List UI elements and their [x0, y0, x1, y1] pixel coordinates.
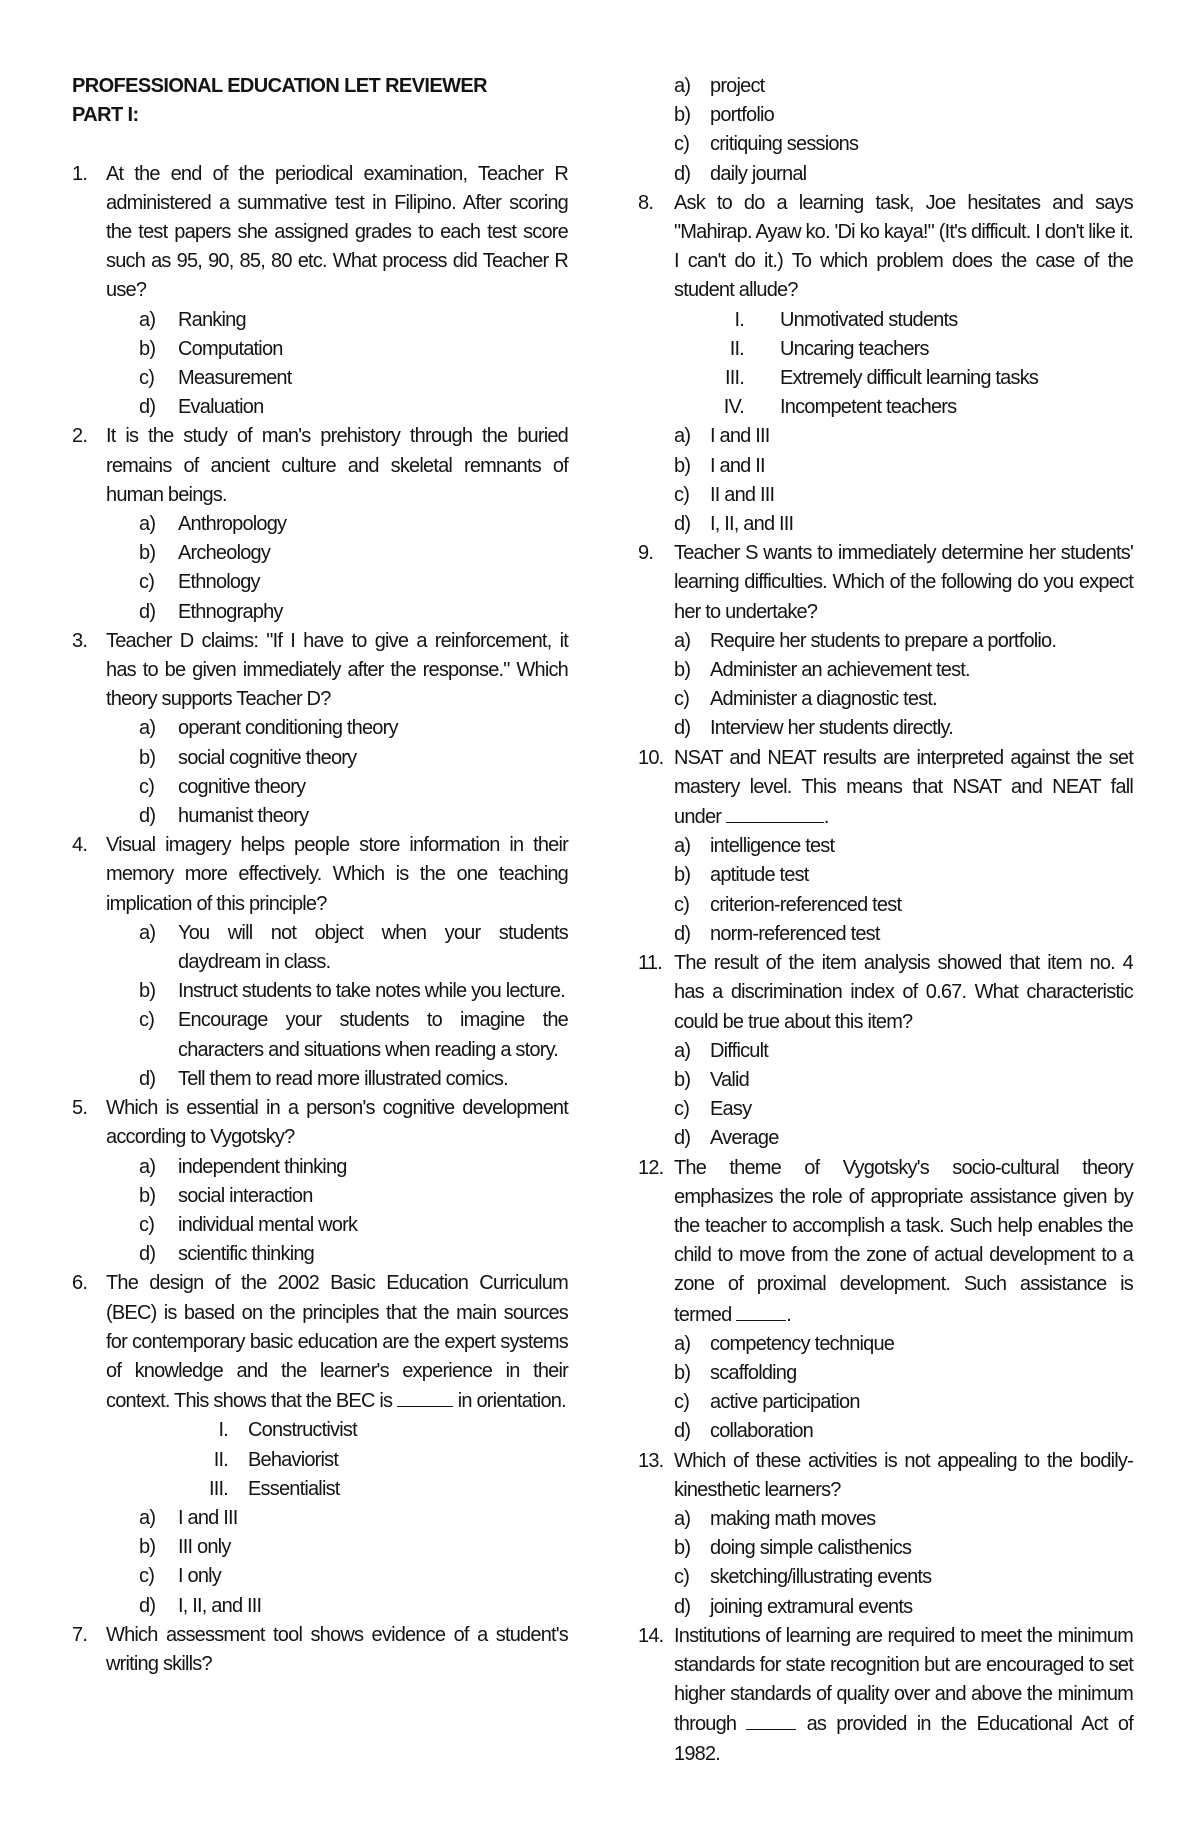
question-text: Teacher S wants to immediately determine her students' learning difficulties. Which of the following do you expect her to undertake?	[674, 542, 1133, 623]
question-number: 7.	[72, 1623, 88, 1646]
question-text: NSAT and NEAT results are interpreted against the set mastery level. This means that NSAT and NEAT fall under	[674, 746, 1133, 829]
option	[638, 861, 1133, 890]
question-text: Which is essential in a person's cognitive development according to Vygotsky?	[106, 1097, 568, 1149]
question-5	[72, 1094, 568, 1152]
option	[638, 832, 1133, 861]
option	[72, 1006, 568, 1064]
option	[72, 744, 568, 773]
option-text: Encourage your students to imagine the characters and situations when reading a story.	[178, 1009, 568, 1061]
option-text: Interview her students directly.	[710, 717, 954, 740]
option-text: doing simple calisthenics	[710, 1537, 912, 1560]
option-text: competency technique	[710, 1332, 895, 1355]
question-10	[638, 744, 1133, 833]
option	[72, 802, 568, 831]
option-label: b)	[674, 1537, 691, 1560]
option-text: collaboration	[710, 1420, 814, 1443]
option-text: Anthropology	[178, 513, 287, 536]
document-title: PROFESSIONAL EDUCATION LET REVIEWER	[72, 75, 487, 97]
option-label: b)	[139, 1536, 156, 1559]
option-label: d)	[139, 1594, 156, 1617]
option	[638, 1095, 1133, 1124]
option	[72, 1065, 568, 1094]
right-column	[638, 72, 1133, 1769]
question-text: Teacher D claims: "If I have to give a reinforcement, it has to be given immediately after the response." Which theory supports Teacher D?	[106, 629, 568, 711]
question-text: Which of these activities is not appealing to the bodily-kinesthetic learners?	[674, 1449, 1133, 1501]
option-label: c)	[674, 1391, 690, 1414]
roman-item	[638, 393, 1133, 422]
option-label: c)	[674, 893, 690, 916]
question-text-continued: .	[786, 1303, 791, 1326]
option	[72, 568, 568, 597]
question-text: Ask to do a learning task, Joe hesitates and says "Mahirap. Ayaw ko. 'Di ko kaya!" (It's difficult. I don't like it. I can't do it.) To which problem does the case of the student allude?	[674, 191, 1133, 302]
question-1	[72, 160, 568, 306]
option-text: You will not object when your students daydream in class.	[178, 921, 568, 974]
option-label: d)	[674, 162, 691, 185]
option-label: b)	[139, 1184, 156, 1207]
option	[72, 714, 568, 743]
option	[638, 656, 1133, 685]
question-number: 2.	[72, 425, 88, 448]
option-text: scientific thinking	[178, 1243, 314, 1266]
option	[72, 1240, 568, 1269]
option-label: b)	[674, 659, 691, 682]
option-label: a)	[139, 308, 156, 331]
question-text: Institutions of learning are required to meet the minimum standards for state recognition but are encouraged to set higher standards of quality over and above the minimum through	[674, 1624, 1133, 1736]
option-label: d)	[674, 1420, 691, 1443]
roman-text: Uncaring teachers	[780, 337, 929, 360]
roman-text: Behaviorist	[248, 1448, 339, 1471]
roman-label: III.	[724, 367, 744, 390]
option-text: Ethnography	[178, 600, 283, 623]
answer-blank	[736, 1300, 786, 1321]
option-label: c)	[139, 1009, 155, 1032]
roman-label: IV.	[723, 396, 744, 419]
question-number: 6.	[72, 1272, 88, 1295]
option-label: d)	[674, 1595, 691, 1618]
answer-blank	[726, 802, 824, 823]
option-text: III only	[178, 1536, 231, 1559]
option	[638, 1037, 1133, 1066]
option	[638, 1124, 1133, 1153]
option	[638, 627, 1133, 656]
option-text: aptitude test	[710, 864, 809, 887]
option-text: project	[710, 75, 765, 97]
option-text: daily journal	[710, 162, 807, 185]
option-text: operant conditioning theory	[178, 717, 398, 740]
question-text-continued: in orientation.	[457, 1390, 566, 1413]
option-label: d)	[674, 922, 691, 945]
option-label: c)	[674, 1098, 690, 1121]
option	[638, 422, 1133, 451]
option-text: I and II	[710, 454, 765, 477]
roman-item	[638, 335, 1133, 364]
option	[72, 335, 568, 364]
option	[638, 1330, 1133, 1359]
roman-item	[72, 1446, 568, 1475]
option-label: b)	[674, 454, 691, 477]
roman-item	[72, 1416, 568, 1445]
option-text: Evaluation	[178, 396, 264, 419]
roman-text: Essentialist	[248, 1477, 340, 1500]
option-text: Average	[710, 1127, 779, 1150]
option-text: active participation	[710, 1391, 860, 1414]
roman-label: II.	[729, 337, 744, 360]
option	[638, 685, 1133, 714]
option-text: I only	[178, 1565, 222, 1588]
question-number: 13.	[638, 1449, 664, 1472]
option-label: d)	[139, 1067, 156, 1090]
option-text: Administer an achievement test.	[710, 659, 970, 682]
option-text: intelligence test	[710, 835, 835, 858]
question-number: 12.	[638, 1156, 664, 1179]
option-text: I and III	[710, 425, 770, 448]
option	[638, 1388, 1133, 1417]
option	[638, 101, 1133, 130]
option-label: d)	[139, 1243, 156, 1266]
option-text: Administer a diagnostic test.	[710, 688, 937, 711]
option-label: b)	[139, 980, 156, 1003]
option-label: b)	[674, 104, 691, 127]
option	[638, 1359, 1133, 1388]
option-label: c)	[139, 367, 155, 390]
option-label: a)	[674, 1039, 691, 1062]
option	[72, 1211, 568, 1240]
option-text: Instruct students to take notes while you lecture.	[178, 980, 565, 1003]
roman-text: Constructivist	[248, 1419, 357, 1442]
option	[72, 773, 568, 802]
roman-text: Incompetent teachers	[780, 396, 957, 419]
option-label: a)	[674, 629, 691, 652]
option-label: c)	[674, 1566, 690, 1589]
question-number: 11.	[638, 952, 662, 975]
option	[72, 306, 568, 335]
option-text: Difficult	[710, 1039, 769, 1062]
question-7	[72, 1621, 568, 1679]
option-text: individual mental work	[178, 1213, 358, 1236]
option-text: I and III	[178, 1506, 238, 1529]
option	[72, 1153, 568, 1182]
option-label: a)	[674, 835, 691, 858]
question-number: 3.	[72, 629, 88, 652]
option	[72, 393, 568, 422]
option-text: Easy	[710, 1098, 752, 1121]
option-text: social interaction	[178, 1184, 313, 1207]
option-label: b)	[674, 1068, 691, 1091]
option-label: d)	[674, 513, 691, 536]
question-number: 5.	[72, 1097, 88, 1120]
option-label: b)	[674, 864, 691, 887]
option	[638, 481, 1133, 510]
option	[72, 1182, 568, 1211]
part-heading: PART I:	[72, 104, 139, 127]
option-label: c)	[139, 1213, 155, 1236]
option-label: a)	[139, 513, 156, 536]
option-text: social cognitive theory	[178, 746, 357, 769]
option-text: independent thinking	[178, 1155, 347, 1178]
option	[638, 1505, 1133, 1534]
option-text: Require her students to prepare a portfolio.	[710, 629, 1057, 652]
question-number: 14.	[638, 1624, 664, 1647]
roman-item	[638, 306, 1133, 335]
option	[72, 510, 568, 539]
roman-text: Unmotivated students	[780, 308, 958, 331]
option-label: d)	[139, 805, 156, 828]
option	[638, 1563, 1133, 1592]
option	[72, 1562, 568, 1591]
option	[638, 1417, 1133, 1446]
answer-blank	[397, 1386, 453, 1407]
option-text: making math moves	[710, 1507, 876, 1530]
option-text: portfolio	[710, 104, 774, 127]
option	[72, 977, 568, 1006]
option	[72, 598, 568, 627]
question-text: The design of the 2002 Basic Education Curriculum (BEC) is based on the principles that the main sources for contemporary basic education are the expert systems of knowledge and the learner's experience in their context. This shows that the BEC is	[106, 1272, 568, 1413]
question-11	[638, 949, 1133, 1037]
option-label: a)	[674, 1507, 691, 1530]
option	[638, 891, 1133, 920]
option	[638, 510, 1133, 539]
option	[638, 130, 1133, 159]
option-text: cognitive theory	[178, 775, 306, 798]
option	[72, 364, 568, 393]
option-label: b)	[139, 337, 156, 360]
question-number: 1.	[72, 162, 88, 185]
question-6	[72, 1269, 568, 1416]
roman-label: I.	[734, 308, 744, 331]
option-label: a)	[674, 75, 691, 97]
question-number: 10.	[638, 746, 664, 769]
question-12	[638, 1154, 1133, 1330]
question-14	[638, 1622, 1133, 1769]
option-label: d)	[139, 396, 156, 419]
option-text: Valid	[710, 1068, 749, 1091]
question-number: 4.	[72, 834, 88, 857]
roman-label: I.	[218, 1419, 228, 1442]
roman-text: Extremely difficult learning tasks	[780, 367, 1039, 390]
roman-label: III.	[208, 1477, 228, 1500]
question-text: Which assessment tool shows evidence of a student's writing skills?	[106, 1623, 568, 1675]
question-text: It is the study of man's prehistory through the buried remains of ancient culture and skeletal remnants of human beings.	[106, 425, 568, 506]
option-label: a)	[139, 1155, 156, 1178]
option-label: a)	[674, 425, 691, 448]
option	[638, 920, 1133, 949]
option-label: d)	[674, 1127, 691, 1150]
question-13	[638, 1447, 1133, 1505]
option-text: scaffolding	[710, 1361, 797, 1384]
option	[72, 539, 568, 568]
option	[638, 452, 1133, 481]
option-text: Archeology	[178, 542, 271, 565]
left-column	[72, 72, 568, 1679]
option-text: humanist theory	[178, 805, 309, 828]
question-text: At the end of the periodical examination, Teacher R administered a summative test in Filipino. After scoring the test papers she assigned grades to each test score such as 95, 90, 85, 80 etc. What process did Teacher R use?	[106, 162, 568, 302]
option-text: Ranking	[178, 308, 246, 331]
option-text: Measurement	[178, 367, 292, 390]
option-label: c)	[139, 1565, 155, 1588]
option	[638, 160, 1133, 189]
option	[638, 72, 1133, 101]
option-label: a)	[139, 1506, 156, 1529]
option	[638, 1534, 1133, 1563]
option-text: Tell them to read more illustrated comics.	[178, 1067, 508, 1090]
question-text: The theme of Vygotsky's socio-cultural theory emphasizes the role of appropriate assistance given by the teacher to accomplish a task. Such help enables the child to move from the zone of actual development to a zone of proximal development. Such assistance is termed	[674, 1156, 1133, 1326]
option-label: b)	[674, 1361, 691, 1384]
option-text: joining extramural events	[710, 1595, 913, 1618]
option-text: criterion-referenced test	[710, 893, 902, 916]
option	[638, 1066, 1133, 1095]
option	[638, 1593, 1133, 1622]
answer-blank	[746, 1709, 796, 1730]
option-label: a)	[139, 921, 156, 944]
option-label: a)	[674, 1332, 691, 1355]
question-text-continued: as provided in the Educational Act of 1982.	[674, 1713, 1133, 1765]
option-label: c)	[674, 133, 690, 156]
option	[72, 1592, 568, 1621]
option	[72, 1504, 568, 1533]
option	[638, 714, 1133, 743]
option-text: Ethnology	[178, 571, 260, 594]
question-number: 8.	[638, 191, 654, 214]
option-label: d)	[674, 717, 691, 740]
question-9	[638, 539, 1133, 627]
question-text-continued: .	[823, 806, 829, 829]
question-4	[72, 831, 568, 919]
option	[72, 1533, 568, 1562]
option-text: II and III	[710, 483, 775, 506]
option-text: Computation	[178, 337, 283, 360]
option-label: c)	[139, 571, 155, 594]
option-label: b)	[139, 746, 156, 769]
question-text: Visual imagery helps people store information in their memory more effectively. Which is the one teaching implication of this principle?	[106, 834, 568, 915]
roman-label: II.	[213, 1448, 228, 1471]
roman-item	[72, 1475, 568, 1504]
question-2	[72, 422, 568, 510]
option-label: c)	[674, 483, 690, 506]
option-text: sketching/illustrating events	[710, 1566, 932, 1589]
option-label: b)	[139, 542, 156, 565]
option-text: critiquing sessions	[710, 133, 859, 156]
option-label: c)	[674, 688, 690, 711]
option	[72, 919, 568, 977]
option-label: d)	[139, 600, 156, 623]
question-text: The result of the item analysis showed that item no. 4 has a discrimination index of 0.67. What characteristic could be true about this item?	[674, 952, 1133, 1033]
question-3	[72, 627, 568, 715]
option-text: I, II, and III	[178, 1594, 262, 1617]
question-8	[638, 189, 1133, 306]
option-text: norm-referenced test	[710, 922, 880, 945]
option-label: c)	[139, 775, 155, 798]
roman-item	[638, 364, 1133, 393]
option-text: I, II, and III	[710, 513, 794, 536]
option-label: a)	[139, 717, 156, 740]
question-number: 9.	[638, 542, 654, 565]
